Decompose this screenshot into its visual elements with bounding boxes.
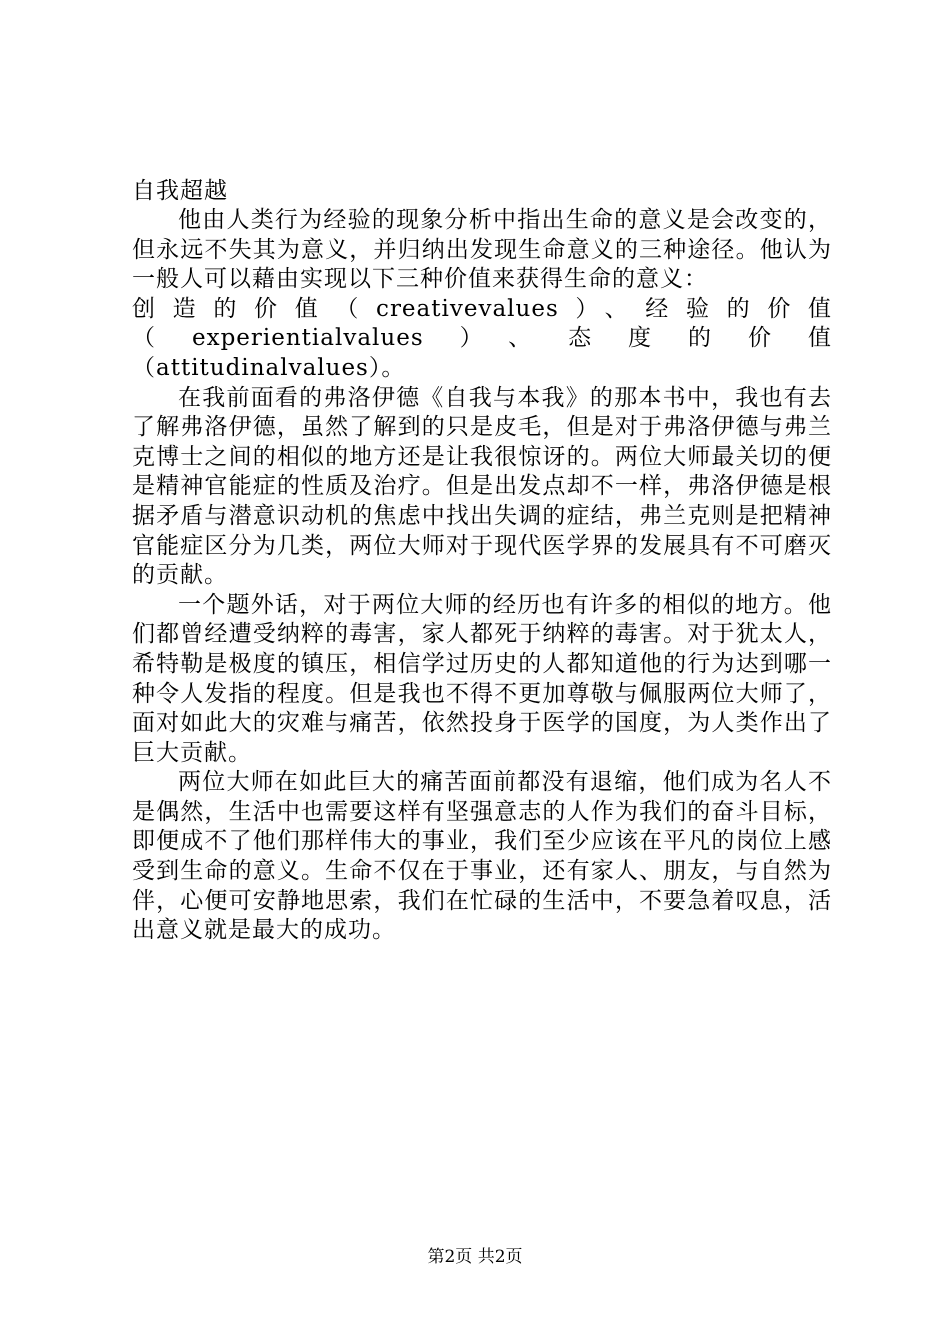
page-number-footer: 第2页 共2页: [427, 1247, 523, 1267]
document-body: [132, 176, 832, 946]
values-line-creative: 创造的价值（creativevalues）、经验的价值: [132, 295, 832, 322]
document-heading: 自我超越: [132, 178, 228, 204]
paragraph-freud-comparison: 在我前面看的弗洛伊德《自我与本我》的那本书中，我也有去了解弗洛伊德，虽然了解到的只是皮毛，但是对于弗洛伊德与弗兰克博士之间的相似的地方还是让我很惊讶的。两位大师最关切的便是精神官能症的性质及治疗。但是出发点却不一样，弗洛伊德是根据矛盾与潜意识动机的焦虑中找出失调的症结，弗兰克则是把精神官能症区分为几类，两位大师对于现代医学界的发展具有不可磨灭的贡献。: [132, 384, 832, 589]
paragraph-three-paths: 他由人类行为经验的现象分析中指出生命的意义是会改变的，但永远不失其为意义，并归纳出发现生命意义的三种途径。他认为一般人可以藉由实现以下三种价值来获得生命的意义：: [132, 207, 832, 293]
values-line-attitudinal: （attitudinalvalues）。: [132, 354, 406, 381]
three-values-list: [132, 295, 832, 384]
paragraph-conclusion: 两位大师在如此巨大的痛苦面前都没有退缩，他们成为名人不是偶然，生活中也需要这样有坚强意志的人作为我们的奋斗目标，即便成不了他们那样伟大的事业，我们至少应该在平凡的岗位上感受到生命的意义。生命不仅在于事业，还有家人、朋友，与自然为伴，心便可安静地思索，我们在忙碌的生活中，不要急着叹息，活出意义就是最大的成功。: [132, 769, 832, 944]
paragraph-aside: 一个题外话，对于两位大师的经历也有许多的相似的地方。他们都曾经遭受纳粹的毒害，家人都死于纳粹的毒害。对于犹太人，希特勒是极度的镇压，相信学过历史的人都知道他的行为达到哪一种令人发指的程度。但是我也不得不更加尊敬与佩服两位大师了，面对如此大的灾难与痛苦，依然投身于医学的国度，为人类作出了巨大贡献。: [132, 591, 832, 766]
values-line-experiential: （experientialvalues）、态度的价值: [132, 325, 832, 352]
